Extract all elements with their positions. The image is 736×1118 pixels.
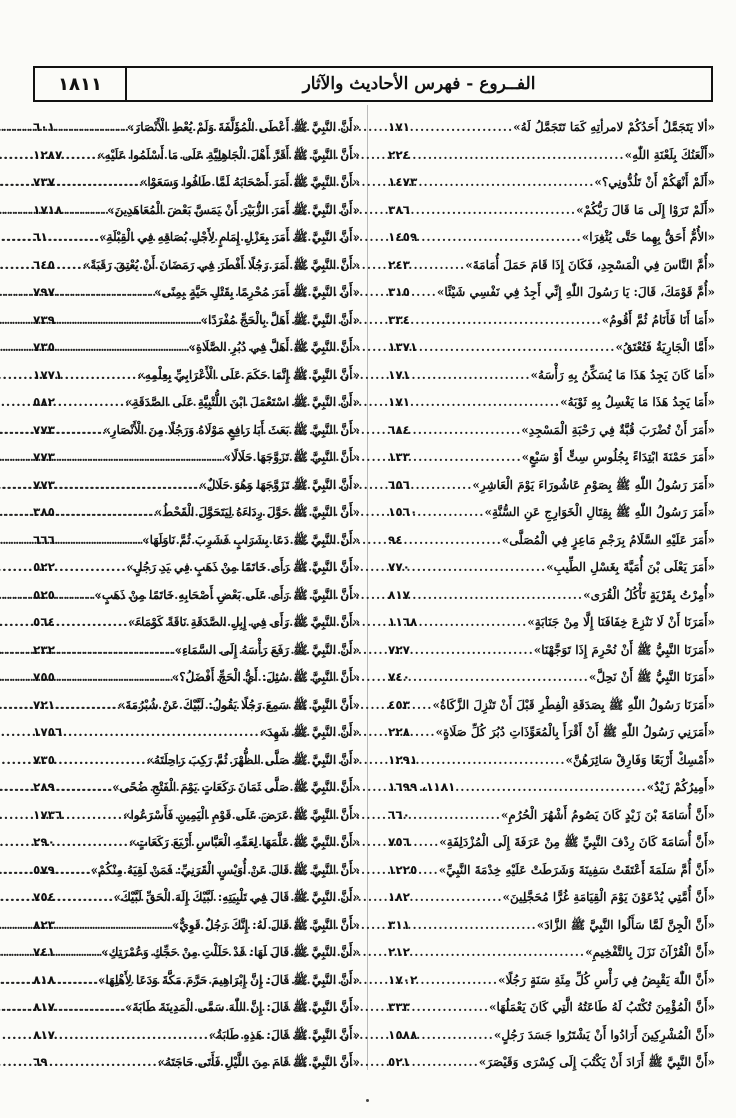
entry-page-number: ١٤٥٩ [388,230,418,244]
entry-text: «أُمَّ النَّاسَ فِي الْمَسْجِدِ، فَكَانَ إِذَا قَامَ حَمَلَ أُمَامَةَ» [465,257,715,272]
index-entry [33,142,360,170]
index-entry [388,719,715,747]
entry-page-number: ٦١ [33,230,48,244]
entry-page-number: ٦٨٤ [388,422,410,437]
leader-dots [419,224,581,252]
entry-page-number: ٧٧٣ [33,450,55,464]
entry-text: «أَنَّ النَّبِيَّ ﷺ حَوَّلَ رِدَاءَهُ لِيَتَحَوَّلَ الْقَحْطُ» [154,505,360,519]
entry-page-number: ٢٩٠ [33,835,55,849]
index-entry [388,114,715,142]
entry-page-number: ١٧١ [388,395,410,409]
entry-text: «أَنَّ أُمَّتِي يُدْعَوْنَ يَوْمَ الْقِيَامَةِ غُرًّا مُحَجَّلِينَ» [502,890,715,904]
entry-page-number: ٦٥٦ [388,477,410,492]
entry-page-number: ١٧٧١ [33,367,63,382]
entry-page-number: ١٥٦٠ [388,505,418,519]
entry-text: «أَنَّ الْمُشْرِكِينَ أَرَادُوا أَنْ يَشْتَرُوا جَسَدَ رَجُلٍ» [493,1027,715,1042]
index-entry [388,884,715,912]
page-header [33,66,713,102]
leader-dots [419,1022,494,1050]
entry-page-number: ٨١٧ [33,1027,55,1042]
entry-text: «أَنَّ النَّبِيَّ ﷺ قَالَ لَهَا: قَدْ حَلَلْتِ مِنْ حَجِّكِ وَعُمْرَتِكِ» [101,945,360,959]
leader-dots [412,114,513,142]
entry-page-number: ٧٥٥ [33,670,55,684]
index-entry [33,334,360,362]
index-columns [33,114,715,1074]
entry-text: «أَنَّ النَّبِيَّ ﷺ عَرَضَ عَلَى قَوْمِ الْيَمِينِ فَأَسْرَعُوا» [123,807,360,822]
leader-dots [419,499,484,527]
leader-dots [412,829,439,857]
index-entry [33,912,360,940]
index-entry [33,774,360,802]
leader-dots [412,884,503,912]
index-entry [388,444,715,472]
entry-text: «أَمَرَنَا أَنْ لَا نَنْزِعَ خِفَافَنَا إِلَّا مِنْ جَنَابَةٍ» [527,615,715,629]
index-entry [33,637,360,665]
entry-text: «أَلْعَنُكَ بِلَعْنَةِ اللّٰهِ» [624,147,715,162]
index-entry [388,802,715,830]
index-entry [388,747,715,775]
entry-page-number: ١٥٨٨ [388,1027,418,1042]
leader-dots [405,527,502,555]
entry-page-number: ٢٢٤ [388,147,410,162]
entry-text: «أَمَرَ رَسُولُ اللّٰهِ ﷺ بِصَوْمِ عَاشُورَاءَ يَوْمَ الْعَاشِرِ» [472,477,715,492]
entry-page-number: ٤٥٣ [388,697,410,712]
entry-text: «أَنَّ النَّبِيَّ ﷺ شَهِدَ» [259,725,360,739]
entry-text: «أَنَّ النَّبِيَّ ﷺ قَالَ: هَذِهِ طَابَةُ» [208,1027,360,1042]
leader-dots [412,444,522,472]
entry-page-number: ٧٣٧ [33,175,55,189]
entry-page-number: ٥٢٥ [33,587,55,602]
index-entry [33,527,360,555]
entry-page-number: ٣٣٤ [388,312,410,327]
entry-text: «أَنَّ النَّبِيَّ ﷺ قَالَ: إِنَّ إِبْرَاهِيمَ حَرَّمَ مَكَّةَ وَدَعَا لِأَهْلِهَا» [98,972,360,987]
index-entry [33,884,360,912]
entry-text: «أَنَّ النَّبِيَّ ﷺ أَرَادَ أَنْ يَكْتُبَ إِلَى كِسْرَى وَقَيْصَرَ» [478,1055,715,1069]
entry-page-number: ٦٦٦ [33,532,55,547]
leader-dots [457,774,646,802]
entry-text: «أَمَرَ عَلَيْهِ السَّلَامُ بِرَجْمِ مَاعِزٍ فِي الْمُصَلَّى» [501,532,715,547]
entry-text: «أَنَّ النَّبِيَّ ﷺ دَعَا بِشَرَابٍ فَشَرِبَ ثُمَّ نَاوَلَهَا» [142,532,360,547]
leader-dots [57,307,201,335]
entry-page-number: ١٢٢٥ [388,862,418,877]
index-entry [33,747,360,775]
leader-dots [57,692,118,720]
leader-dots [412,719,436,747]
entry-page-number: ٩٤ [388,532,403,547]
index-entry [33,417,360,445]
entry-page-number: ١٤٧٣ [388,175,418,189]
entry-page-number: ٧٧٣ [33,422,55,437]
entry-page-number: ٨٢٣ [33,917,55,932]
entry-page-number: ٧٥٤ [33,890,55,904]
index-entry [33,114,360,142]
index-entry [33,829,360,857]
entry-page-number: ٧٢٧ [388,642,410,657]
entry-text: «أَمَرَنَا النَّبِيُّ ﷺ أَنْ نُحْرِمَ إِذَا تَوَجَّهْنَا» [533,642,715,657]
entry-text: «أَنَّ النَّبِيَّ ﷺ سُئِلَ: أَيُّ الْحَجِّ أَفْضَلُ؟» [171,670,360,684]
entry-text: «أَنَّ النَّبِيَّ ﷺ أَهَلَّ بِالْحَجِّ مُفْرَدًا» [200,312,360,327]
entry-text: «أَنَّ اللّٰهَ يَقْبِضُ فِي رَأْسِ كُلِّ مِئَةِ سَنَةٍ رَجُلًا» [498,972,715,987]
entry-page-number: ٥٨٢ [33,395,55,409]
leader-dots [412,142,625,170]
leader-dots [419,747,565,775]
leader-dots [57,499,155,527]
entry-page-number: ٢٢٨ [388,725,410,739]
entry-text: «أَمَا كَانَ يَجِدُ هَذَا مَا يُسَكِّنُ بِهِ رَأْسَهُ» [530,367,715,382]
entry-text: «أُمَّ قَوْمَكَ، قَالَ: يَا رَسُولَ اللّٰهِ إِنِّي أَجِدُ فِي نَفْسِي شَيْئًا» [436,285,715,299]
entry-text: «أَنَّ النَّبِيَّ ﷺ تَزَوَّجَهَا حَلَالًا» [223,450,360,464]
leader-dots [57,939,101,967]
index-entry [33,967,360,995]
index-entry [33,307,360,335]
entry-page-number: ٧٣٩ [33,312,55,327]
entry-text: «أَمَرَنَا النَّبِيُّ ﷺ أَنْ نَحِلَّ» [588,670,715,684]
index-entry [33,802,360,830]
entry-text: «أَمْسِكْ أَرْبَعًا وَفَارِقْ سَائِرَهُنَّ» [565,752,715,767]
entry-page-number: ١١٨١، ١٦٩٩ [388,780,456,794]
entry-text: «أَنَّ النَّبِيَّ ﷺ قَالَ: إِنَّ اللّٰهَ سَمَّى الْمَدِينَةَ طَابَةَ» [125,1000,360,1014]
index-entry [33,939,360,967]
leader-dots [57,252,83,280]
entry-page-number: ١٢٩١ [388,752,418,767]
leader-dots [57,664,172,692]
index-entry [388,417,715,445]
index-entry [33,444,360,472]
entry-page-number: ٢٤٣ [388,257,410,272]
index-entry [388,1049,715,1077]
leader-dots [412,554,546,582]
leader-dots [57,747,147,775]
index-entry [388,637,715,665]
entry-text: «أَنَّ النَّبِيَّ ﷺ أَمَرَ بِعَزْلِ إِمَامٍ لِأَجْلِ بُصَاقِهِ فِي الْقِبْلَةِ» [99,230,360,244]
entry-text: «أَمَّا الْجَارِيَةُ فَتُعْتَقُ» [615,340,715,354]
entry-text: «أَنَّ النَّبِيَّ ﷺ قَالَ عَنْ أُوَيْسٍ الْقَرَنِيِّ: فَمَنْ لَقِيَهُ مِنْكُمْ» [90,862,360,877]
entry-page-number: ٧٧٣ [33,477,55,492]
entry-text: «أَمَا أَنَا فَأَنَامُ ثُمَّ أَقُومُ» [601,312,715,327]
entry-page-number: ٥٦٤ [33,615,55,629]
leader-dots [57,554,126,582]
index-entry [388,994,715,1022]
leader-dots [412,664,589,692]
index-entry [388,307,715,335]
leader-dots [57,389,125,417]
entry-page-number: ٨١٧ [388,587,410,602]
leader-dots [412,912,537,940]
leader-dots [412,582,583,610]
index-entry [388,692,715,720]
index-entry [388,472,715,500]
entry-text: «أَنَّ النَّبِيَّ ﷺ قَالَ لَهُ: إِنَّكَ رَجُلٌ قَوِيٌّ» [171,917,360,932]
index-entry [388,389,715,417]
leader-dots [57,884,113,912]
leader-dots [412,472,472,500]
entry-text: «أَنَّ النَّبِيَّ ﷺ أَمَرَ الزُّبَيْرَ أَنْ يَمَسَّ بَعْضَ الْمُعَاهَدِينَ» [107,202,360,217]
entry-text: «أَنَّ النَّبِيَّ ﷺ أَهَلَّ فِي دُبُرِ الصَّلَاةِ» [188,340,360,354]
index-entry [388,939,715,967]
entry-page-number: ٦٩ [33,1055,48,1069]
entry-page-number: ٣١١ [388,917,410,932]
entry-text: «أَنَّ الْجِنَّ لَمَّا سَأَلُوا النَّبِيَّ ﷺ الزَّادَ» [536,917,715,932]
leader-dots [57,1022,209,1050]
entry-page-number: ١٣٣ [388,450,410,464]
leader-dots [412,802,501,830]
index-entry [388,224,715,252]
leader-dots [57,912,172,940]
entry-text: «أَنَّ النَّبِيَّ ﷺ قَامَ مِنَ اللَّيْلِ فَأَتَى حَاجَتَهُ» [157,1055,360,1069]
entry-page-number: ١٧١ [388,120,410,134]
entry-text: «أَنَّ النَّبِيَّ ﷺ تَزَوَّجَهَا وَهُوَ حَلَالٌ» [199,477,360,492]
leader-dots [57,582,94,610]
entry-page-number: ١٢٨٧ [33,147,63,162]
leader-dots [412,939,585,967]
entry-text: «أَلَمْ تَرَوْا إِلَى مَا قَالَ رَبُّكُمْ» [576,202,715,217]
entry-text: «أَمَرَنِي رَسُولُ اللّٰهِ ﷺ أَنْ أَقْرَأَ بِالْمُعَوِّذَاتِ دُبُرَ كُلِّ صَلَاةٍ» [435,725,715,739]
leader-dots [412,994,489,1022]
entry-text: «أَمَرَ رَسُولُ اللّٰهِ ﷺ بِقِتَالِ الْخَوَارِجِ عَنِ السُّنَّةِ» [484,505,715,519]
leader-dots [57,169,140,197]
leader-dots [57,829,129,857]
entry-page-number: ٦٦٠ [388,807,410,822]
leader-dots [64,719,259,747]
entry-text: «أَنَّ النَّبِيَّ ﷺ أَمَرَ رَجُلًا أَفْطَرَ فِي رَمَضَانَ أَنْ يُعْتِقَ رَقَبَةً» [82,257,360,272]
index-entry [33,169,360,197]
index-entry [388,499,715,527]
entry-text: «أَنَّ أُمَّ سَلَمَةَ أَعْتَقَتْ سَفِينَةَ وَشَرَطَتْ عَلَيْهِ خِدْمَةَ النَّبِيِّ» [438,862,715,877]
leader-dots [412,362,531,390]
index-entry [388,197,715,225]
leader-dots [57,637,175,665]
index-entry [33,224,360,252]
entry-text: «أَنَّ النَّبِيَّ ﷺ أَعْطَى الْمُؤَلَّفَةَ وَلَمْ يُعْطِ الْأَنْصَارَ» [126,120,360,134]
index-entry [33,994,360,1022]
index-entry [33,499,360,527]
leader-dots [64,362,137,390]
leader-dots [419,334,615,362]
entry-page-number: ٧٢١ [33,697,55,712]
entry-text: «أَنَّ النَّبِيَّ ﷺ أَمَرَ أَصْحَابَهُ لَمَّا طَافُوا وَسَعَوْا» [139,175,360,189]
index-entry [33,389,360,417]
leader-dots [419,967,498,995]
entry-text: «أَنَّ أُسَامَةَ كَانَ رِدْفَ النَّبِيِّ ﷺ مِنْ عَرَفَةَ إِلَى الْمُزْدَلِفَةِ» [439,835,715,849]
leader-dots [412,1049,479,1077]
left-column [33,114,360,1074]
index-entry [33,252,360,280]
entry-page-number: ٧٤١ [33,945,55,959]
entry-text: «أَنَّ النَّبِيَّ ﷺ رَأَى فِي إِبِلِ الصَّدَقَةِ نَاقَةً كَوْمَاءَ» [128,615,360,629]
index-entry [388,967,715,995]
entry-page-number: ٢٣٢ [33,642,55,657]
leader-dots [412,279,437,307]
entry-page-number: ١٧٣٦ [33,807,63,822]
index-entry [388,664,715,692]
entry-text: «أَنَّ النَّبِيَّ ﷺ صَلَّى الظُّهْرَ ثُمَّ رَكِبَ رَاحِلَتَهُ» [146,752,360,767]
index-entry [33,1022,360,1050]
leader-dots [419,609,527,637]
entry-page-number: ٧٤٠ [388,670,410,684]
entry-text: «الأُمُّ أَحَقُّ بِهِما حَتَّى يُثْغِرَا» [581,230,715,244]
index-entry [388,774,715,802]
entry-text: «أَنَّ النَّبِيَّ ﷺ عَلَّمَهَا لِعَمِّهِ الْعَبَّاسِ أَرْبَعَ رَكَعَاتٍ» [128,835,360,849]
index-entry [388,912,715,940]
index-entry [388,169,715,197]
leader-dots [57,774,112,802]
index-entry [388,527,715,555]
page-number: ١٨١١ [35,68,127,100]
leader-dots [412,389,560,417]
leader-dots [412,197,576,225]
leader-dots [57,417,103,445]
leader-dots [57,279,154,307]
index-entry [33,1049,360,1077]
index-entry [388,857,715,885]
leader-dots [57,472,199,500]
index-entry [388,609,715,637]
leader-dots [57,444,224,472]
leader-dots [64,802,123,830]
entry-page-number: ١٨٢ [388,890,410,904]
index-entry [33,609,360,637]
entry-text: «أَمَرَنَا رَسُولُ اللّٰهِ ﷺ بِصَدَقَةِ الْفِطْرِ قَبْلَ أَنْ تَنْزِلَ الزَّكَاةُ» [432,697,715,712]
leader-dots [50,1049,158,1077]
entry-page-number: ٥٢١ [388,1055,410,1069]
leader-dots [64,197,107,225]
index-entry [33,582,360,610]
entry-text: «أَمَا يَجِدُ هَذَا مَا يَغْسِلُ بِهِ ثَوْبَهُ» [560,395,715,409]
entry-page-number: ١٧٥٦ [33,725,63,739]
entry-page-number: ٣٣٣ [388,1000,410,1014]
index-entry [33,472,360,500]
right-column [388,114,715,1074]
entry-text: «أَنَّ النَّبِيَّ ﷺ قَالَ فِي تَلْبِيَتِهِ: لَبَّيْكَ إِلَهَ الْحَقِّ لَبَّيْكَ» [113,890,360,904]
footer-dot [366,1099,369,1102]
entry-page-number: ٢٨٩ [33,780,55,794]
entry-text: «أَلَمْ أَنْهَكُمْ أَنْ تَلُدُّونِي؟» [594,175,715,189]
index-entry [33,197,360,225]
index-entry [33,719,360,747]
entry-text: «أَمَرَ أَنْ تُضْرَبَ قُبَّةٌ فِي رَحْبَةِ الْمَسْجِدِ» [521,422,715,437]
index-entry [388,362,715,390]
entry-text: «أَنَّ النَّبِيَّ ﷺ اسْتَعْمَلَ ابْنَ اللُّتْبِيَّةِ عَلَى الصَّدَقَةِ» [124,395,360,409]
leader-dots [57,967,98,995]
entry-text: «أَنَّ النَّبِيَّ ﷺ أَقَرَّ أَهْلَ الْجَاهِلِيَّةِ عَلَى مَا أَسْلَمُوا عَلَيْهِ» [97,147,360,162]
entry-text: «أَنَّ الْقُرْآنَ نَزَلَ بِالتَّفْخِيمِ» [585,945,715,959]
leader-dots [57,609,128,637]
entry-page-number: ٥٢٢ [33,560,55,574]
leader-dots [57,114,127,142]
entry-text: «أَنَّ النَّبِيَّ ﷺ رَفَعَ رَأْسَهُ إِلَى السَّمَاءِ» [174,642,360,657]
entry-page-number: ١٧٠٢ [388,972,418,987]
entry-text: «أَنَّ الْمُؤْمِنَ تُكْتَبُ لَهُ طَاعَتُهُ الَّتِي كَانَ يَعْمَلُهَا» [489,1000,715,1014]
index-entry [388,1022,715,1050]
leader-dots [50,224,99,252]
entry-page-number: ٦٠١ [33,120,55,134]
index-entry [388,554,715,582]
entry-page-number: ٥٧٩ [33,862,55,877]
entry-text: «أَمَرَ يَعْلَى بْنَ أُمَيَّةَ بِغَسْلِ الطِّيبِ» [546,560,715,574]
entry-text: «أَمِيرُكُمْ زَيْدٌ» [646,780,715,794]
entry-text: «أَنَّ النَّبِيَّ ﷺ رَأَى خَاتَمًا مِنْ ذَهَبٍ فِي يَدِ رَجُلٍ» [126,560,360,574]
entry-text: «أَنَّ النَّبِيَّ ﷺ سَمِعَ رَجُلًا يَقُولُ: لَبَّيْكَ عَنْ شُبْرُمَةَ» [117,697,360,712]
entry-page-number: ١٣٧١ [388,340,418,354]
entry-page-number: ٦٤٥ [33,257,55,272]
entry-page-number: ٧٩٧ [33,285,55,299]
index-entry [33,664,360,692]
leader-dots [412,252,465,280]
entry-text: «أَنَّ النَّبِيَّ ﷺ صَلَّى ثَمَانَ رَكَعَاتٍ يَوْمَ الْفَتْحِ ضُحًى» [112,780,360,794]
index-entry [388,142,715,170]
leader-dots [57,334,188,362]
index-entry [388,582,715,610]
leader-dots [57,857,91,885]
entry-text: «أَنَّ النَّبِيَّ ﷺ أَمَرَ مُحْرِمًا بِقَتْلِ حَيَّةٍ بِمِنًى» [154,285,360,299]
index-entry [33,279,360,307]
entry-page-number: ٨١٧ [33,1000,55,1014]
leader-dots [419,857,438,885]
index-entry [388,252,715,280]
entry-text: «أَمَرَ حَمْنَةَ ابْتِدَاءً بِجُلُوسِ سِتٍّ أَوْ سَبْعٍ» [521,450,715,464]
entry-text: «أَنَّ النَّبِيَّ ﷺ إِنَّمَا حَكَمَ عَلَى الْأَعْرَابِيِّ بِعِلْمِهِ» [137,367,360,382]
leader-dots [57,527,142,555]
leader-dots [419,169,594,197]
index-entry [388,829,715,857]
index-entry [33,554,360,582]
leader-dots [412,417,521,445]
index-entry [33,857,360,885]
entry-page-number: ١٧١ [388,367,410,382]
entry-page-number: ٣٨٥ [33,505,55,519]
entry-page-number: ٢١٢ [388,945,410,959]
leader-dots [412,637,534,665]
entry-text: «أُمِرْتُ بِقَرْيَةٍ تَأْكُلُ الْقُرَى» [583,587,715,602]
entry-page-number: ٧٧٠ [388,560,410,574]
leader-dots [57,994,125,1022]
entry-page-number: ٧٣٥ [33,340,55,354]
entry-page-number: ١١٦٨ [388,615,418,629]
entry-page-number: ٣٨٦ [388,202,410,217]
page-title: الفــروع - فهرس الأحاديث والآثار [302,74,536,94]
index-entry [33,362,360,390]
entry-page-number: ٧٥٦ [388,835,410,849]
leader-dots [64,142,97,170]
entry-page-number: ١٧١٨ [33,202,63,217]
index-entry [33,692,360,720]
entry-text: «أَنَّ النَّبِيَّ ﷺ رَأَى عَلَى بَعْضِ أَصْحَابِهِ خَاتَمًا مِنْ ذَهَبٍ» [94,587,360,602]
index-entry [388,334,715,362]
leader-dots [412,692,432,720]
entry-text: «أَنَّ أُسَامَةَ بْنَ زَيْدٍ كَانَ يَصُومُ أَشْهُرَ الْحُرُمِ» [500,807,715,822]
entry-page-number: ٣١٥ [388,285,410,299]
index-entry [388,279,715,307]
entry-text: «أَنَّ النَّبِيَّ ﷺ بَعَثَ أَبَا رَافِعٍ مَوْلَاهُ وَرَجُلًا مِنَ الْأَنْصَارِ» [103,422,360,437]
leader-dots [412,307,602,335]
entry-text: «ألا يَتَجَمَّلُ أَحَدُكُمْ لامرأتِهِ كَمَا تَتَجَمَّلُ لَهُ» [513,120,715,134]
entry-page-number: ٧٣٥ [33,752,55,767]
entry-page-number: ٨١٨ [33,972,55,987]
